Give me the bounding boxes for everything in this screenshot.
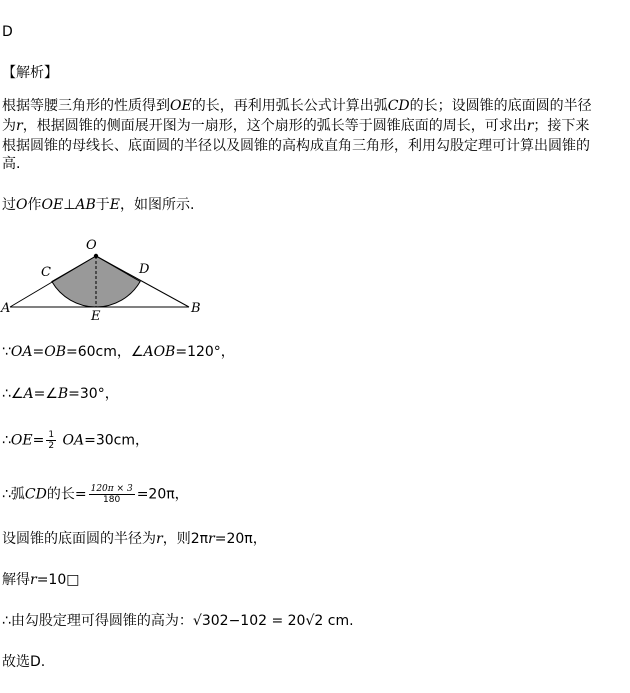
construction-text: 过O作OE⊥AB于E，如图所示.: [2, 197, 195, 213]
step-2: ∴∠A=∠B=30°，: [2, 386, 119, 402]
analysis-header: 【解析】: [2, 65, 58, 81]
step-1: ∵OA=OB=60cm，∠AOB=120°，: [2, 344, 235, 360]
label-B: B: [191, 301, 201, 316]
answer-text: D: [2, 24, 13, 40]
label-C: C: [41, 265, 51, 280]
point-O-dot: [94, 254, 98, 258]
label-A: A: [1, 301, 11, 316]
analysis-line-4: 高.: [2, 156, 21, 172]
step-6: 解得r=10□: [2, 572, 80, 588]
label-D: D: [139, 262, 150, 277]
step-8: 故选D.: [2, 654, 46, 670]
fraction-arc-length: $\frac{120\pi \times 3}{180}$: [90, 484, 133, 505]
fraction-half: $\frac{1}{2}$: [48, 430, 55, 451]
step-4: ∴弧CD的长= $\frac{120\pi \times 3}{180}$ =20π，: [2, 484, 189, 505]
label-E: E: [91, 309, 101, 324]
geometry-figure: [0, 236, 215, 326]
step-5: 设圆锥的底面圆的半径为r，则2πr=20π，: [2, 531, 267, 547]
analysis-line-1: 根据等腰三角形的性质得到OE的长，再利用弧长公式计算出弧CD的长；设圆锥的底面圆的半径: [2, 98, 592, 114]
analysis-line-2: 为r，根据圆锥的侧面展开图为一扇形，这个扇形的弧长等于圆锥底面的周长，可求出r；接下来: [2, 118, 590, 134]
label-O: O: [86, 238, 97, 253]
analysis-line-3: 根据圆锥的母线长、底面圆的半径以及圆锥的高构成直角三角形，利用勾股定理可计算出圆锥的: [2, 138, 590, 154]
step-3: ∴OE= $\frac{1}{2}$ OA=30cm，: [2, 430, 150, 451]
step-7: ∴由勾股定理可得圆锥的高为：√302−102 = 20√2 cm.: [2, 613, 354, 629]
